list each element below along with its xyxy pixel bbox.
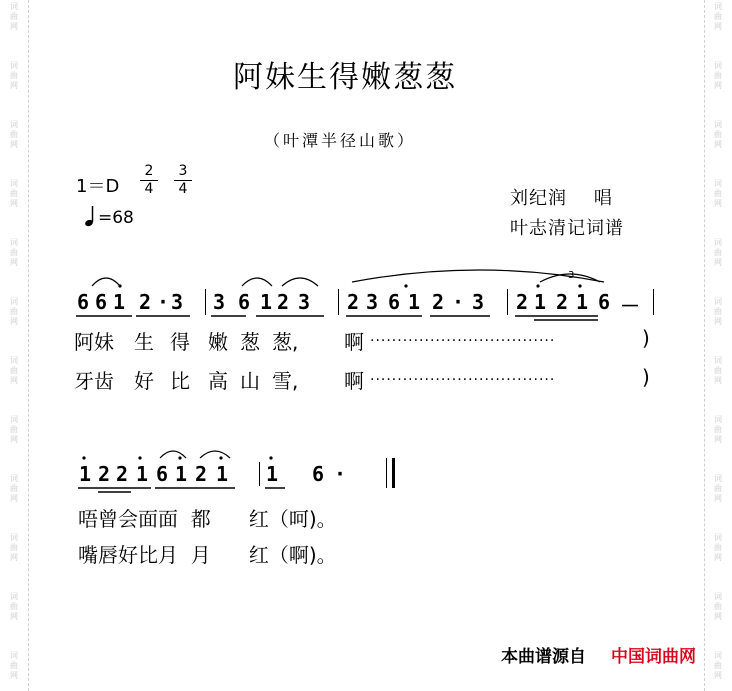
note: 6 bbox=[312, 462, 325, 486]
note: 1 bbox=[408, 290, 421, 314]
slur bbox=[282, 278, 318, 286]
lyric-syllable: 好 bbox=[134, 369, 154, 393]
watermark-text: 词 曲 网 bbox=[714, 297, 722, 326]
note: 1 bbox=[216, 462, 229, 486]
note: 2 bbox=[277, 290, 290, 314]
note: 2 bbox=[116, 462, 129, 486]
meter1-top: 2 bbox=[144, 163, 154, 179]
octave-dot bbox=[404, 284, 407, 287]
note: 6 bbox=[77, 290, 90, 314]
note: 2 bbox=[516, 290, 529, 314]
meter2-bottom: 4 bbox=[178, 181, 188, 197]
note: 1 bbox=[576, 290, 589, 314]
note: 6 bbox=[95, 290, 108, 314]
lyric-syllable: 比 bbox=[170, 369, 190, 393]
slur bbox=[200, 451, 230, 458]
watermark-text: 词 曲 网 bbox=[714, 179, 722, 208]
lyric-syllable: 高 bbox=[208, 369, 228, 393]
watermark-text: 词 曲 网 bbox=[10, 2, 18, 31]
note: 3 bbox=[213, 290, 226, 314]
watermark-text: 词 曲 网 bbox=[10, 651, 18, 680]
note: · bbox=[452, 290, 465, 314]
note: · bbox=[157, 290, 170, 314]
watermark-text: 词 曲 网 bbox=[714, 592, 722, 621]
watermark-text: 词 曲 网 bbox=[10, 179, 18, 208]
octave-dot bbox=[578, 284, 581, 287]
note: 1 bbox=[534, 290, 547, 314]
footer-site-link[interactable]: 中国词曲网 bbox=[611, 647, 696, 667]
watermark-text: 词 曲 网 bbox=[714, 356, 722, 385]
watermark-text: 词 曲 网 bbox=[714, 533, 722, 562]
note: － bbox=[620, 294, 640, 318]
footer-source-label: 本曲谱源自 bbox=[501, 647, 586, 667]
watermark-text: 词 曲 网 bbox=[714, 120, 722, 149]
watermark-text: 词 曲 网 bbox=[714, 61, 722, 90]
note: · bbox=[334, 462, 347, 486]
octave-dot bbox=[536, 284, 539, 287]
watermark-text: 词 曲 网 bbox=[714, 415, 722, 444]
continuation-dots-2: ·································· bbox=[370, 372, 556, 388]
lyric-syllable: 牙齿 bbox=[74, 369, 114, 393]
song-title: 阿妹生得嫩葱葱 bbox=[233, 60, 457, 95]
note: 1 bbox=[260, 290, 273, 314]
note: 1 bbox=[266, 462, 279, 486]
lyric-syllable: 阿妹 bbox=[74, 330, 114, 354]
note: 2 bbox=[98, 462, 111, 486]
note: 3 bbox=[171, 290, 184, 314]
lyric-syllable: 嫩 bbox=[208, 330, 228, 354]
note: 2 bbox=[139, 290, 152, 314]
lyric-syllable: 山 bbox=[240, 369, 260, 393]
watermark-text: 词 曲 网 bbox=[10, 356, 18, 385]
lyric-syllable: 得 bbox=[170, 330, 190, 354]
tempo-marking: =68 bbox=[98, 208, 134, 228]
lyric-syllable: 生 bbox=[134, 330, 154, 354]
lyric-syllable: 葱, bbox=[272, 330, 299, 354]
song-subtitle: （叶潭半径山歌） bbox=[263, 131, 416, 150]
watermark-text: 词 曲 网 bbox=[10, 120, 18, 149]
tuplet-number: 3 bbox=[568, 270, 575, 281]
note: 2 bbox=[556, 290, 569, 314]
lyric-syllable: 葱 bbox=[240, 330, 260, 354]
octave-dot bbox=[269, 456, 272, 459]
note: 6 bbox=[388, 290, 401, 314]
octave-dot bbox=[82, 456, 85, 459]
lyric-syllable: 啊 bbox=[344, 330, 364, 354]
close-paren-2: ) bbox=[642, 365, 650, 389]
note: 2 bbox=[347, 290, 360, 314]
slur bbox=[160, 451, 186, 458]
close-paren-1: ) bbox=[642, 326, 650, 350]
key-signature: 1＝D bbox=[76, 176, 120, 197]
note: 6 bbox=[598, 290, 611, 314]
note: 2 bbox=[432, 290, 445, 314]
note: 6 bbox=[156, 462, 169, 486]
note: 3 bbox=[472, 290, 485, 314]
octave-dot bbox=[138, 456, 141, 459]
octave-dot bbox=[219, 456, 222, 459]
watermark-text: 词 曲 网 bbox=[10, 474, 18, 503]
lyric-line-2b: 嘴唇好比月 月 红（啊)。 bbox=[78, 543, 337, 567]
note: 1 bbox=[113, 290, 126, 314]
note: 3 bbox=[298, 290, 311, 314]
watermark-text: 词 曲 网 bbox=[714, 474, 722, 503]
lyric-syllable: 雪, bbox=[272, 369, 299, 393]
recorder-credit: 叶志清记词谱 bbox=[510, 218, 624, 239]
watermark-text: 词 曲 网 bbox=[10, 592, 18, 621]
note: 1 bbox=[79, 462, 92, 486]
slur bbox=[242, 278, 272, 286]
watermark-text: 词 曲 网 bbox=[10, 533, 18, 562]
watermark-text: 词 曲 网 bbox=[714, 651, 722, 680]
watermark-text: 词 曲 网 bbox=[10, 297, 18, 326]
octave-dot bbox=[178, 456, 181, 459]
singer-credit: 刘纪润 唱 bbox=[510, 188, 613, 209]
watermark-text: 词 曲 网 bbox=[714, 238, 722, 267]
meter2-top: 3 bbox=[178, 163, 188, 179]
note: 6 bbox=[238, 290, 251, 314]
watermark-text: 词 曲 网 bbox=[714, 2, 722, 31]
note: 3 bbox=[366, 290, 379, 314]
note: 1 bbox=[175, 462, 188, 486]
slur bbox=[92, 278, 120, 286]
watermark-text: 词 曲 网 bbox=[10, 61, 18, 90]
note: 1 bbox=[136, 462, 149, 486]
watermark-text: 词 曲 网 bbox=[10, 415, 18, 444]
meter1-bottom: 4 bbox=[144, 181, 154, 197]
continuation-dots-1: ·································· bbox=[370, 333, 556, 349]
lyric-syllable: 啊 bbox=[344, 369, 364, 393]
note: 2 bbox=[195, 462, 208, 486]
lyric-line-2a: 唔曾会面面 都 红（呵)。 bbox=[78, 507, 337, 531]
watermark-text: 词 曲 网 bbox=[10, 238, 18, 267]
phrase-slur bbox=[352, 270, 604, 282]
